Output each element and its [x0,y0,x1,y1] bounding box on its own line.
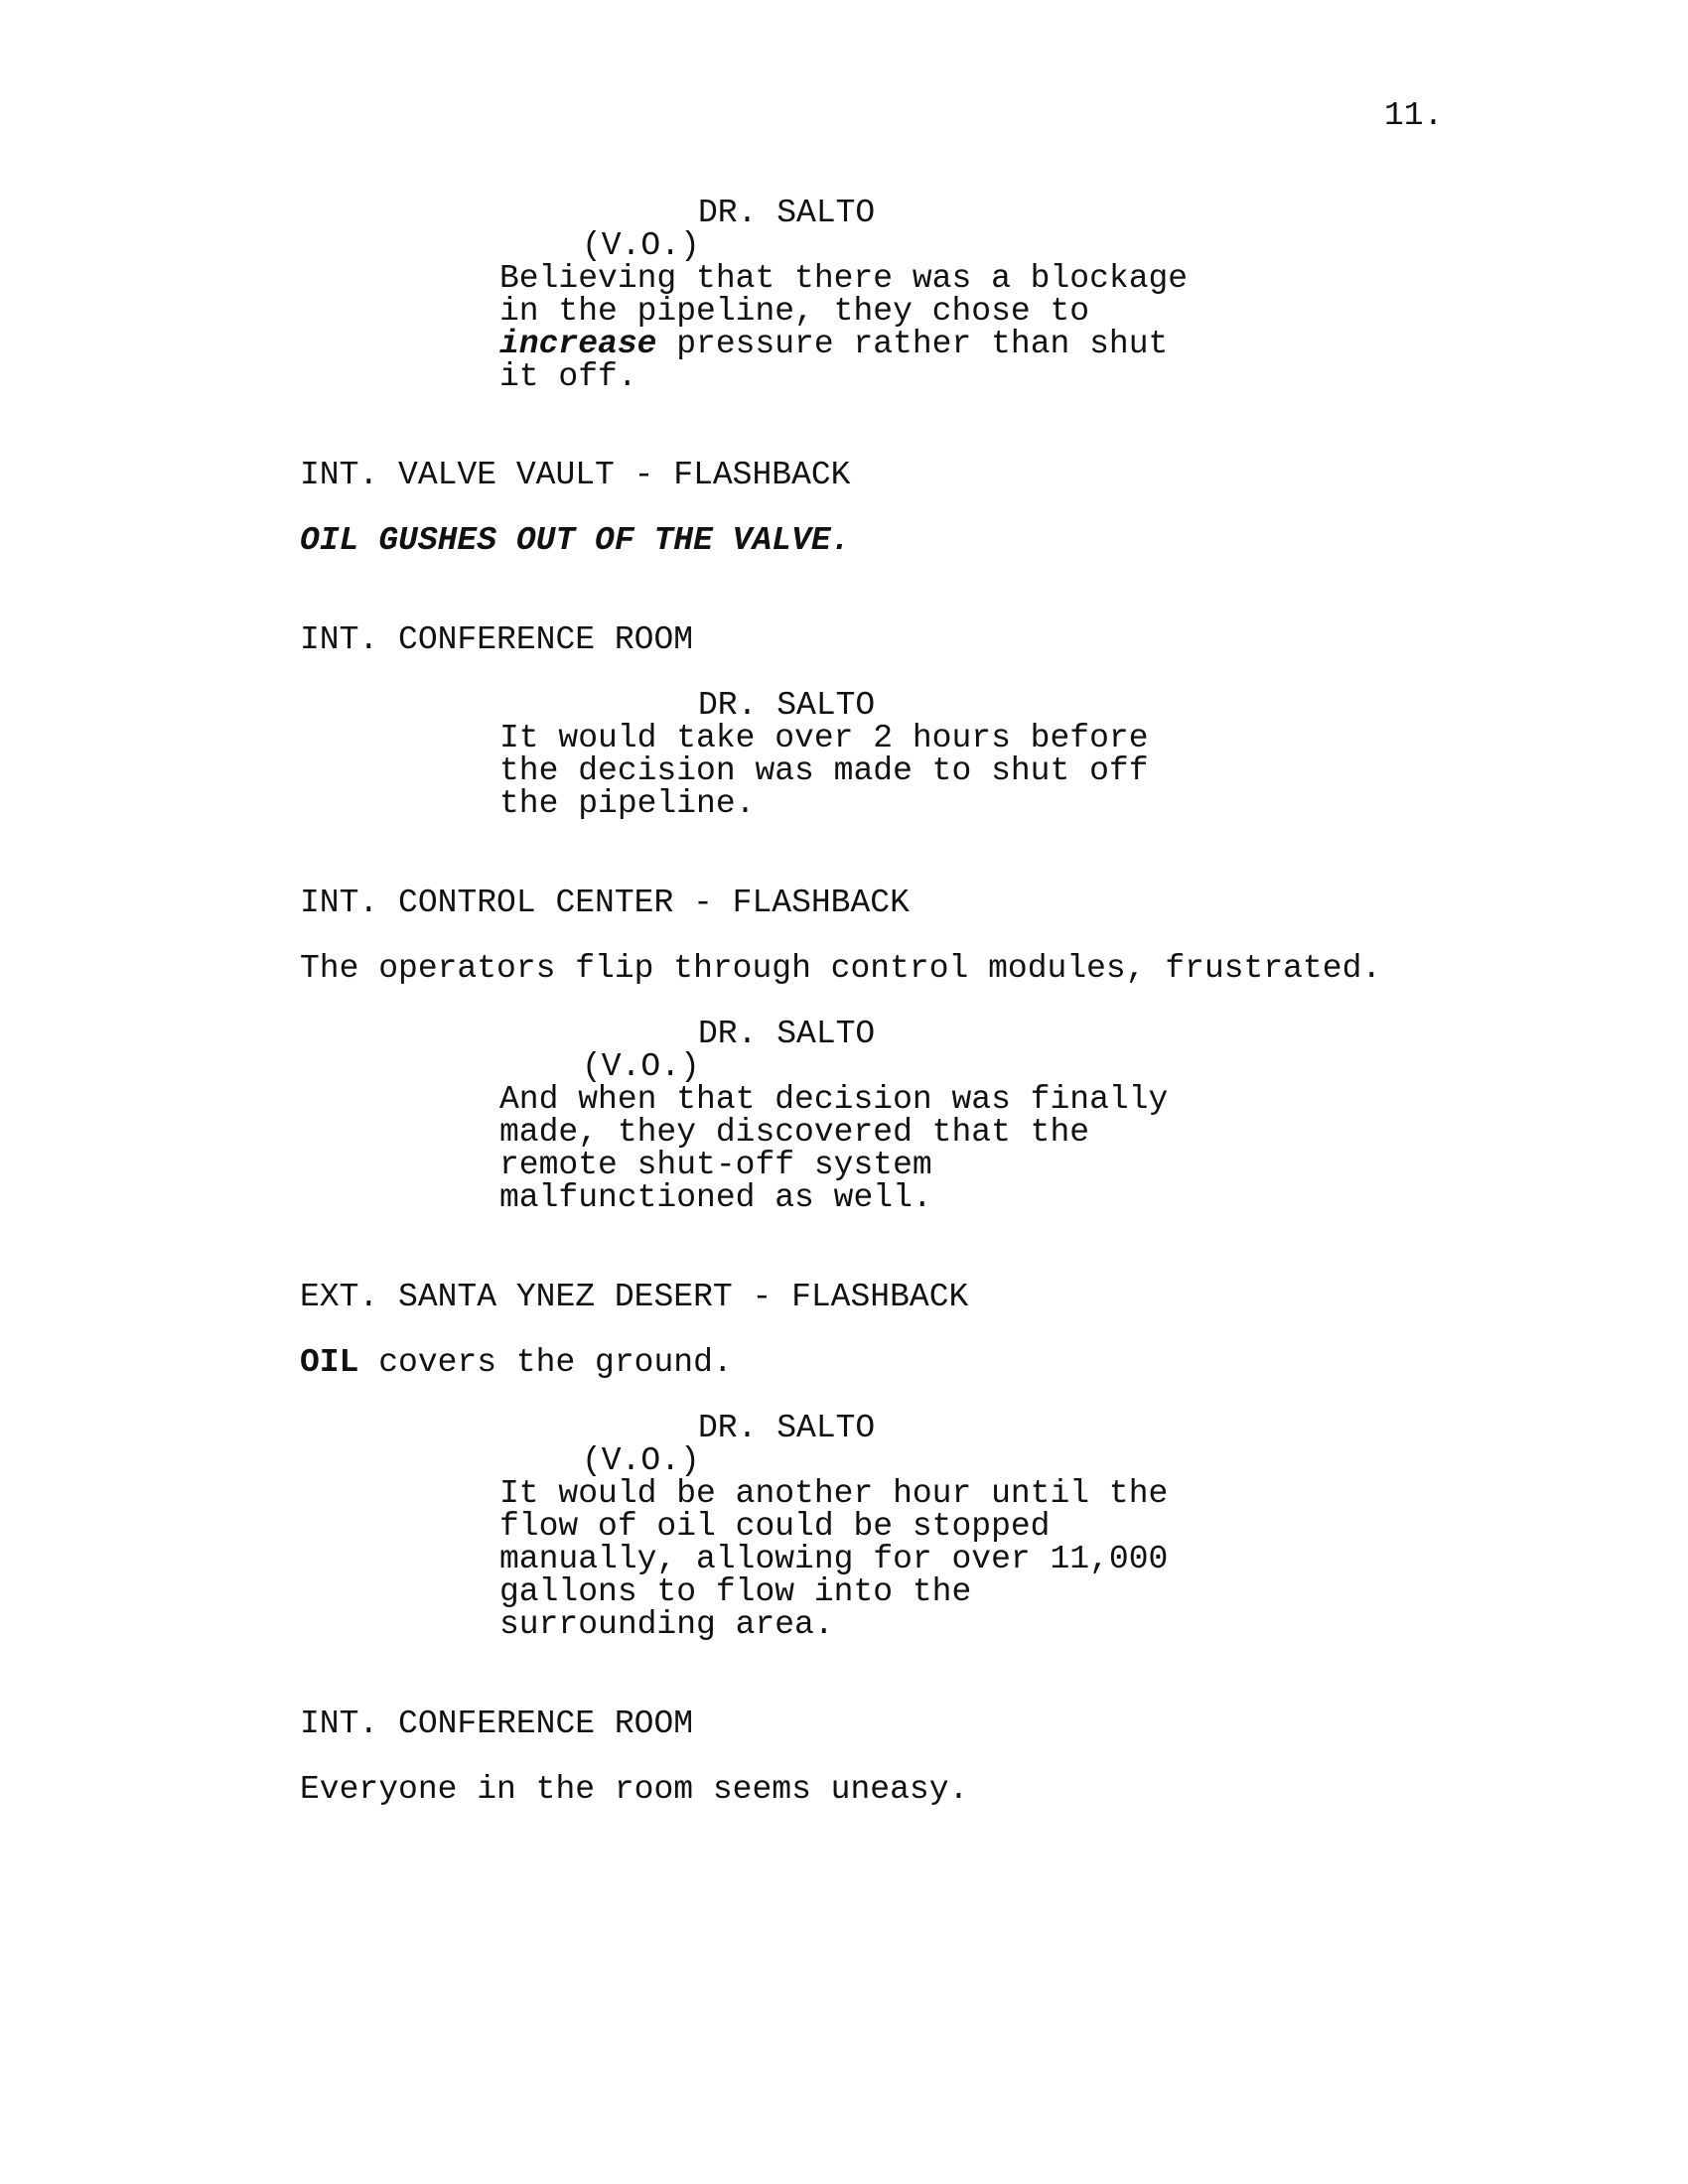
dialogue-line: And when that decision was finally [499,1081,1169,1118]
character-name: DR. SALTO [698,1410,876,1446]
dialogue-line: made, they discovered that the [499,1114,1090,1151]
dialogue-line: the decision was made to shut off [499,752,1149,789]
scene-heading: INT. VALVE VAULT - FLASHBACK [300,457,851,493]
dialogue-line: the pipeline. [499,785,756,822]
dialogue-line: gallons to flow into the [499,1573,972,1610]
action-line: Everyone in the room seems uneasy. [300,1771,969,1808]
dialogue-line: malfunctioned as well. [499,1179,932,1216]
dialogue-line: in the pipeline, they chose to [499,293,1090,330]
action-line: OIL GUSHES OUT OF THE VALVE. [300,522,851,559]
scene-heading: INT. CONFERENCE ROOM [300,621,694,658]
dialogue-line: flow of oil could be stopped [499,1508,1051,1545]
character-name: DR. SALTO [698,687,876,724]
action-line [300,1346,733,1379]
action-line: The operators flip through control modules, frustrated. [300,950,1382,987]
scene-heading: INT. CONTROL CENTER - FLASHBACK [300,885,910,921]
character-name: DR. SALTO [698,195,876,231]
page-number: 11. [1384,97,1444,134]
dialogue-line [499,328,1168,360]
dialogue-line: It would be another hour until the [499,1475,1169,1512]
emphasis-text: increase [499,326,657,362]
scene-heading: INT. CONFERENCE ROOM [300,1706,694,1742]
dialogue-line: Believing that there was a blockage [499,260,1189,297]
scene-heading: EXT. SANTA YNEZ DESERT - FLASHBACK [300,1279,969,1315]
dialogue-line: remote shut-off system [499,1147,932,1183]
dialogue-line: It would take over 2 hours before [499,720,1149,756]
parenthetical: (V.O.) [582,227,700,264]
dialogue-line: it off. [499,358,637,395]
parenthetical: (V.O.) [582,1442,700,1479]
parenthetical: (V.O.) [582,1048,700,1085]
dialogue-text: pressure rather than shut [656,326,1169,362]
emphasis-text: OIL [300,1344,359,1381]
dialogue-line: manually, allowing for over 11,000 [499,1541,1169,1577]
dialogue-line: surrounding area. [499,1606,834,1643]
action-text: covers the ground. [358,1344,733,1381]
character-name: DR. SALTO [698,1016,876,1052]
